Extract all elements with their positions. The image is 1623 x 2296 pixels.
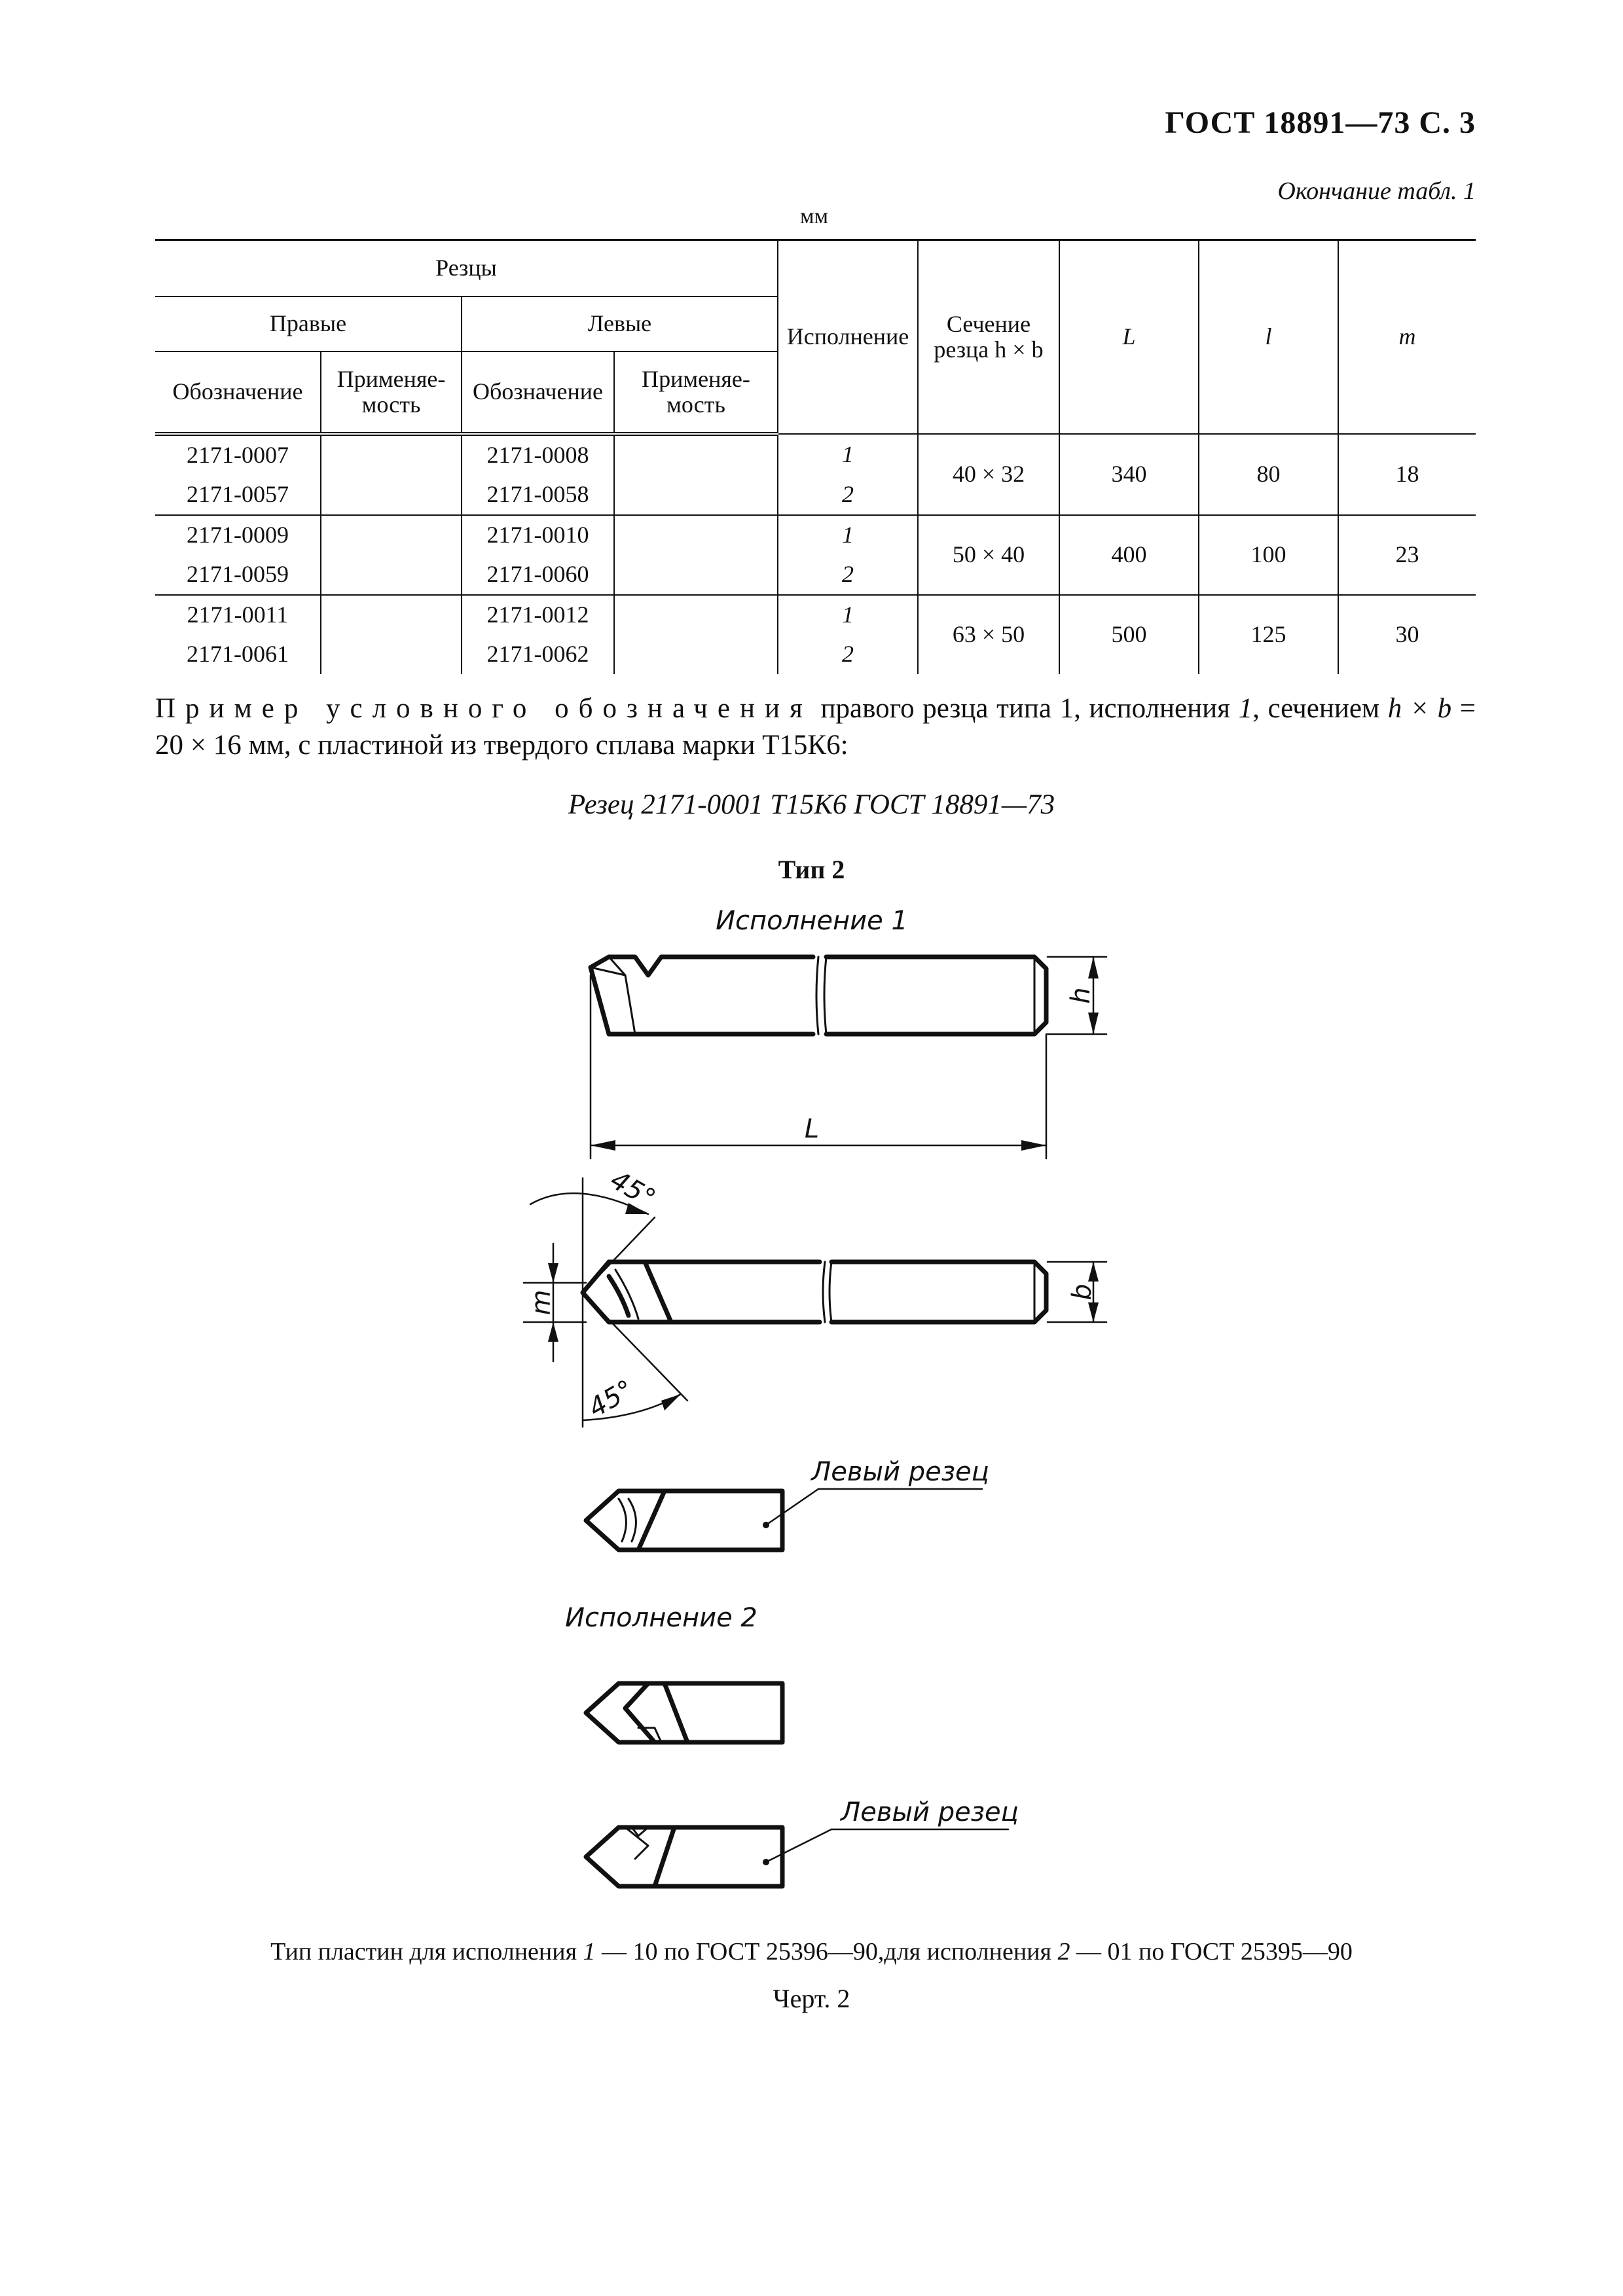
- example-exec: 1: [1238, 693, 1253, 724]
- length-L: 400: [1059, 515, 1199, 595]
- left-designation: 2171-0060: [462, 555, 614, 595]
- header-section: Сечение резца h × b: [918, 240, 1059, 434]
- dim-b: b: [1067, 1283, 1097, 1300]
- left-applicability: [614, 515, 778, 555]
- footnote-exec-2: 2: [1057, 1938, 1070, 1965]
- footnote-text-3: — 01 по ГОСТ 25395—90: [1070, 1938, 1353, 1965]
- execution: 1: [778, 595, 918, 635]
- length-l: 80: [1199, 434, 1338, 515]
- right-designation: 2171-0011: [155, 595, 321, 635]
- left-designation: 2171-0012: [462, 595, 614, 635]
- header-applicability-left: Применяе-мость: [614, 351, 778, 434]
- offset-m: 18: [1338, 434, 1476, 515]
- footnote-text-2: — 10 по ГОСТ 25396—90,для исполнения: [595, 1938, 1058, 1965]
- left-applicability: [614, 635, 778, 674]
- example-formula: h × b: [1387, 693, 1452, 724]
- exec1-label: Исполнение 1: [716, 906, 908, 936]
- dimension-lines-L-h: [591, 957, 1106, 1158]
- table-unit: мм: [800, 204, 829, 228]
- left-cutter-label-1: Левый резец: [811, 1457, 989, 1487]
- right-applicability: [321, 515, 462, 555]
- dim-L: L: [804, 1114, 820, 1144]
- dimension-arrows: [548, 957, 1099, 1865]
- angle-bottom: 45°: [583, 1374, 639, 1424]
- left-designation: 2171-0010: [462, 515, 614, 555]
- left-cutter-view-2: [586, 1827, 1008, 1886]
- example-text-3: = 20 × 16 мм, с пластиной из твердого сплава марки Т15К6:: [155, 693, 1476, 761]
- table-continuation-label: Окончание табл. 1: [1277, 177, 1476, 205]
- dim-h: h: [1066, 987, 1096, 1004]
- length-L: 500: [1059, 595, 1199, 674]
- execution: 1: [778, 434, 918, 475]
- dimensions-table: [155, 239, 1476, 674]
- header-m: m: [1338, 240, 1476, 434]
- right-designation: 2171-0059: [155, 555, 321, 595]
- execution: 2: [778, 555, 918, 595]
- top-view: [583, 1262, 1046, 1322]
- side-view: [591, 957, 1046, 1034]
- header-cutters: Резцы: [155, 240, 778, 296]
- page-title: ГОСТ 18891—73 С. 3: [1165, 105, 1476, 140]
- example-text-1: правого резца типа 1, исполнения: [812, 693, 1239, 724]
- header-left: Левые: [462, 296, 778, 351]
- left-applicability: [614, 555, 778, 595]
- offset-m: 23: [1338, 515, 1476, 595]
- footnote-exec-1: 1: [583, 1938, 596, 1965]
- right-applicability: [321, 434, 462, 475]
- header-applicability-right: Применяе-мость: [321, 351, 462, 434]
- header-designation-right: Обозначение: [155, 351, 321, 434]
- execution: 2: [778, 635, 918, 674]
- example-lead: Пример условного обозначения: [155, 693, 812, 724]
- left-applicability: [614, 595, 778, 635]
- dim-m: m: [526, 1289, 556, 1316]
- left-applicability: [614, 434, 778, 475]
- left-designation: 2171-0058: [462, 475, 614, 515]
- execution-2-view: [586, 1683, 782, 1742]
- figure-caption: Черт. 2: [773, 1984, 850, 2013]
- header-L: L: [1059, 240, 1199, 434]
- right-designation: 2171-0061: [155, 635, 321, 674]
- table-row: [155, 434, 1476, 475]
- table-row: [155, 595, 1476, 635]
- right-designation: 2171-0007: [155, 434, 321, 475]
- right-applicability: [321, 555, 462, 595]
- cutter-drawing: [0, 884, 1623, 1931]
- length-l: 125: [1199, 595, 1338, 674]
- left-cutter-label-2: Левый резец: [841, 1797, 1019, 1827]
- right-applicability: [321, 475, 462, 515]
- offset-m: 30: [1338, 595, 1476, 674]
- execution: 2: [778, 475, 918, 515]
- table-row: [155, 515, 1476, 555]
- right-applicability: [321, 635, 462, 674]
- right-applicability: [321, 595, 462, 635]
- section: 63 × 50: [918, 595, 1059, 674]
- section: 50 × 40: [918, 515, 1059, 595]
- header-right: Правые: [155, 296, 462, 351]
- right-designation: 2171-0009: [155, 515, 321, 555]
- left-designation: 2171-0062: [462, 635, 614, 674]
- header-designation-left: Обозначение: [462, 351, 614, 434]
- length-L: 340: [1059, 434, 1199, 515]
- execution: 1: [778, 515, 918, 555]
- right-designation: 2171-0057: [155, 475, 321, 515]
- left-cutter-view-1: [586, 1489, 982, 1550]
- footnote-text-1: Тип пластин для исполнения: [270, 1938, 583, 1965]
- length-l: 100: [1199, 515, 1338, 595]
- left-applicability: [614, 475, 778, 515]
- designation-example-paragraph: [155, 691, 1476, 764]
- angle-top: 45°: [605, 1164, 661, 1215]
- type-title: Тип 2: [778, 855, 845, 884]
- plate-type-footnote: [0, 1937, 1623, 1966]
- example-text-2: , сечением: [1252, 693, 1388, 724]
- header-l: l: [1199, 240, 1338, 434]
- example-designation: Резец 2171-0001 Т15К6 ГОСТ 18891—73: [568, 789, 1055, 820]
- header-execution: Исполнение: [778, 240, 918, 434]
- section: 40 × 32: [918, 434, 1059, 515]
- exec2-label: Исполнение 2: [565, 1603, 757, 1633]
- left-designation: 2171-0008: [462, 434, 614, 475]
